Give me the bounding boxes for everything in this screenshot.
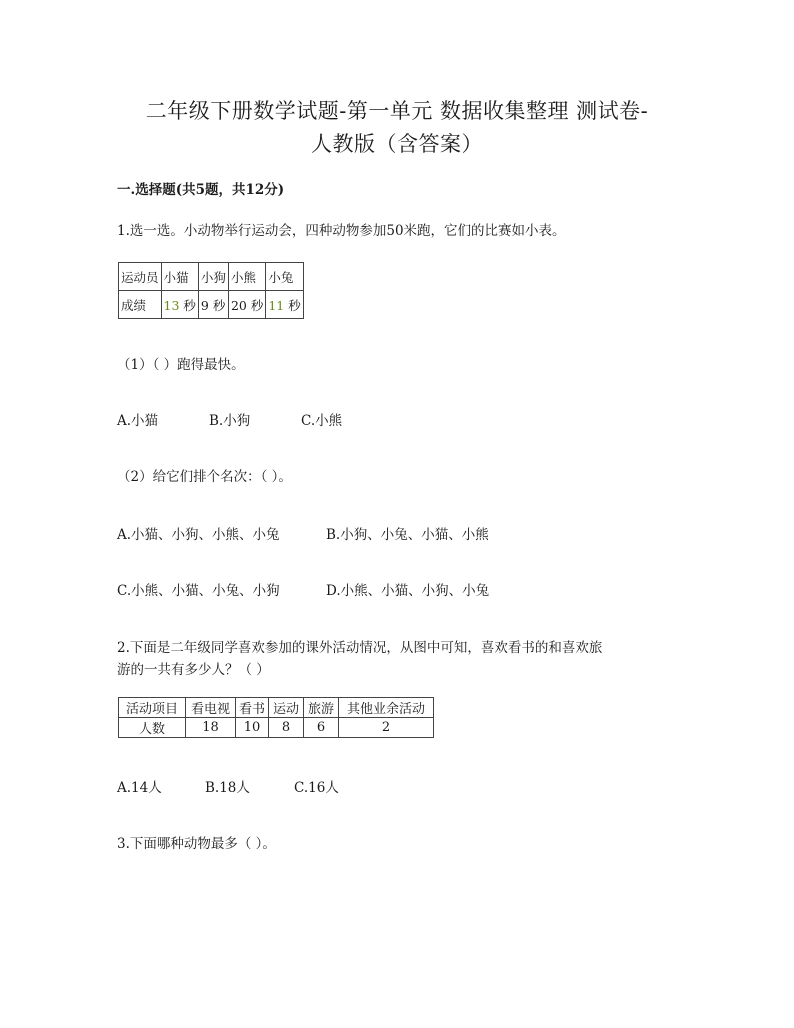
table-header-cell: 运动员 xyxy=(119,263,162,291)
q1-sub2-option-a[interactable]: A.小猫、小狗、小熊、小兔 xyxy=(117,527,280,543)
table-row-label: 成绩 xyxy=(119,291,162,319)
doc-title-line2: 人教版（含答案） xyxy=(311,132,483,156)
table-header-cell: 小狗 xyxy=(198,263,228,291)
cell-number: 13 xyxy=(163,297,180,313)
q2-option-c[interactable]: C.16人 xyxy=(294,780,339,796)
q1-sub1: （1）（ ）跑得最快。 xyxy=(117,357,245,373)
q1-sub1-option-b[interactable]: B.小狗 xyxy=(209,413,251,429)
q1-sub1-option-a[interactable]: A.小猫 xyxy=(117,413,159,429)
table-row xyxy=(119,291,304,319)
q2-stem-line1: 2.下面是二年级同学喜欢参加的课外活动情况，从图中可知，喜欢看书的和喜欢旅 xyxy=(117,640,603,656)
table-header-cell: 看书 xyxy=(236,698,269,718)
table-cell xyxy=(198,291,228,319)
table-cell xyxy=(161,291,198,319)
cell-unit: 秒 xyxy=(183,297,196,313)
table-header-cell: 运动 xyxy=(269,698,304,718)
q1-sub2-option-d[interactable]: D.小熊、小猫、小狗、小兔 xyxy=(326,583,490,599)
table-cell: 10 xyxy=(236,718,269,738)
doc-title-line1: 二年级下册数学试题-第一单元 数据收集整理 测试卷- xyxy=(145,99,649,123)
q1-stem: 1.选一选。小动物举行运动会，四种动物参加50米跑，它们的比赛如小表。 xyxy=(117,223,566,239)
cell-unit: 秒 xyxy=(250,297,264,313)
q1-sub2-option-b[interactable]: B.小狗、小兔、小猫、小熊 xyxy=(326,527,489,543)
table-cell: 8 xyxy=(269,718,304,738)
cell-number: 11 xyxy=(268,297,285,313)
table-header-cell: 看电视 xyxy=(186,698,236,718)
table-cell: 18 xyxy=(186,718,236,738)
q2-table xyxy=(118,697,434,738)
table-row xyxy=(119,718,434,738)
q1-sub1-option-c[interactable]: C.小熊 xyxy=(301,413,343,429)
table-cell xyxy=(228,291,265,319)
table-row xyxy=(119,263,304,291)
cell-unit: 秒 xyxy=(212,297,226,313)
table-header-cell: 小兔 xyxy=(266,263,303,291)
cell-unit: 秒 xyxy=(288,297,301,313)
section-heading: 一.选择题(共5题，共12分) xyxy=(117,182,285,198)
q2-option-b[interactable]: B.18人 xyxy=(205,780,250,796)
table-row-label: 人数 xyxy=(119,718,186,738)
table-header-cell: 其他业余活动 xyxy=(339,698,434,718)
table-row xyxy=(119,698,434,718)
q2-option-a[interactable]: A.14人 xyxy=(117,780,162,796)
q1-table xyxy=(118,262,304,319)
table-header-cell: 小熊 xyxy=(228,263,265,291)
table-header-cell: 小猫 xyxy=(161,263,198,291)
table-header-cell: 旅游 xyxy=(304,698,339,718)
q2-stem-line2: 游的一共有多少人？（ ） xyxy=(117,662,270,678)
table-header-cell: 活动项目 xyxy=(119,698,186,718)
q1-sub2: （2）给它们排个名次：（ ）。 xyxy=(117,469,292,485)
table-cell: 6 xyxy=(304,718,339,738)
q1-sub2-option-c[interactable]: C.小熊、小猫、小兔、小狗 xyxy=(117,583,280,599)
table-cell: 2 xyxy=(339,718,434,738)
cell-number: 9 xyxy=(200,297,209,313)
table-cell xyxy=(266,291,303,319)
cell-number: 20 xyxy=(230,297,247,313)
q3-stem: 3.下面哪种动物最多（ ）。 xyxy=(117,836,276,852)
